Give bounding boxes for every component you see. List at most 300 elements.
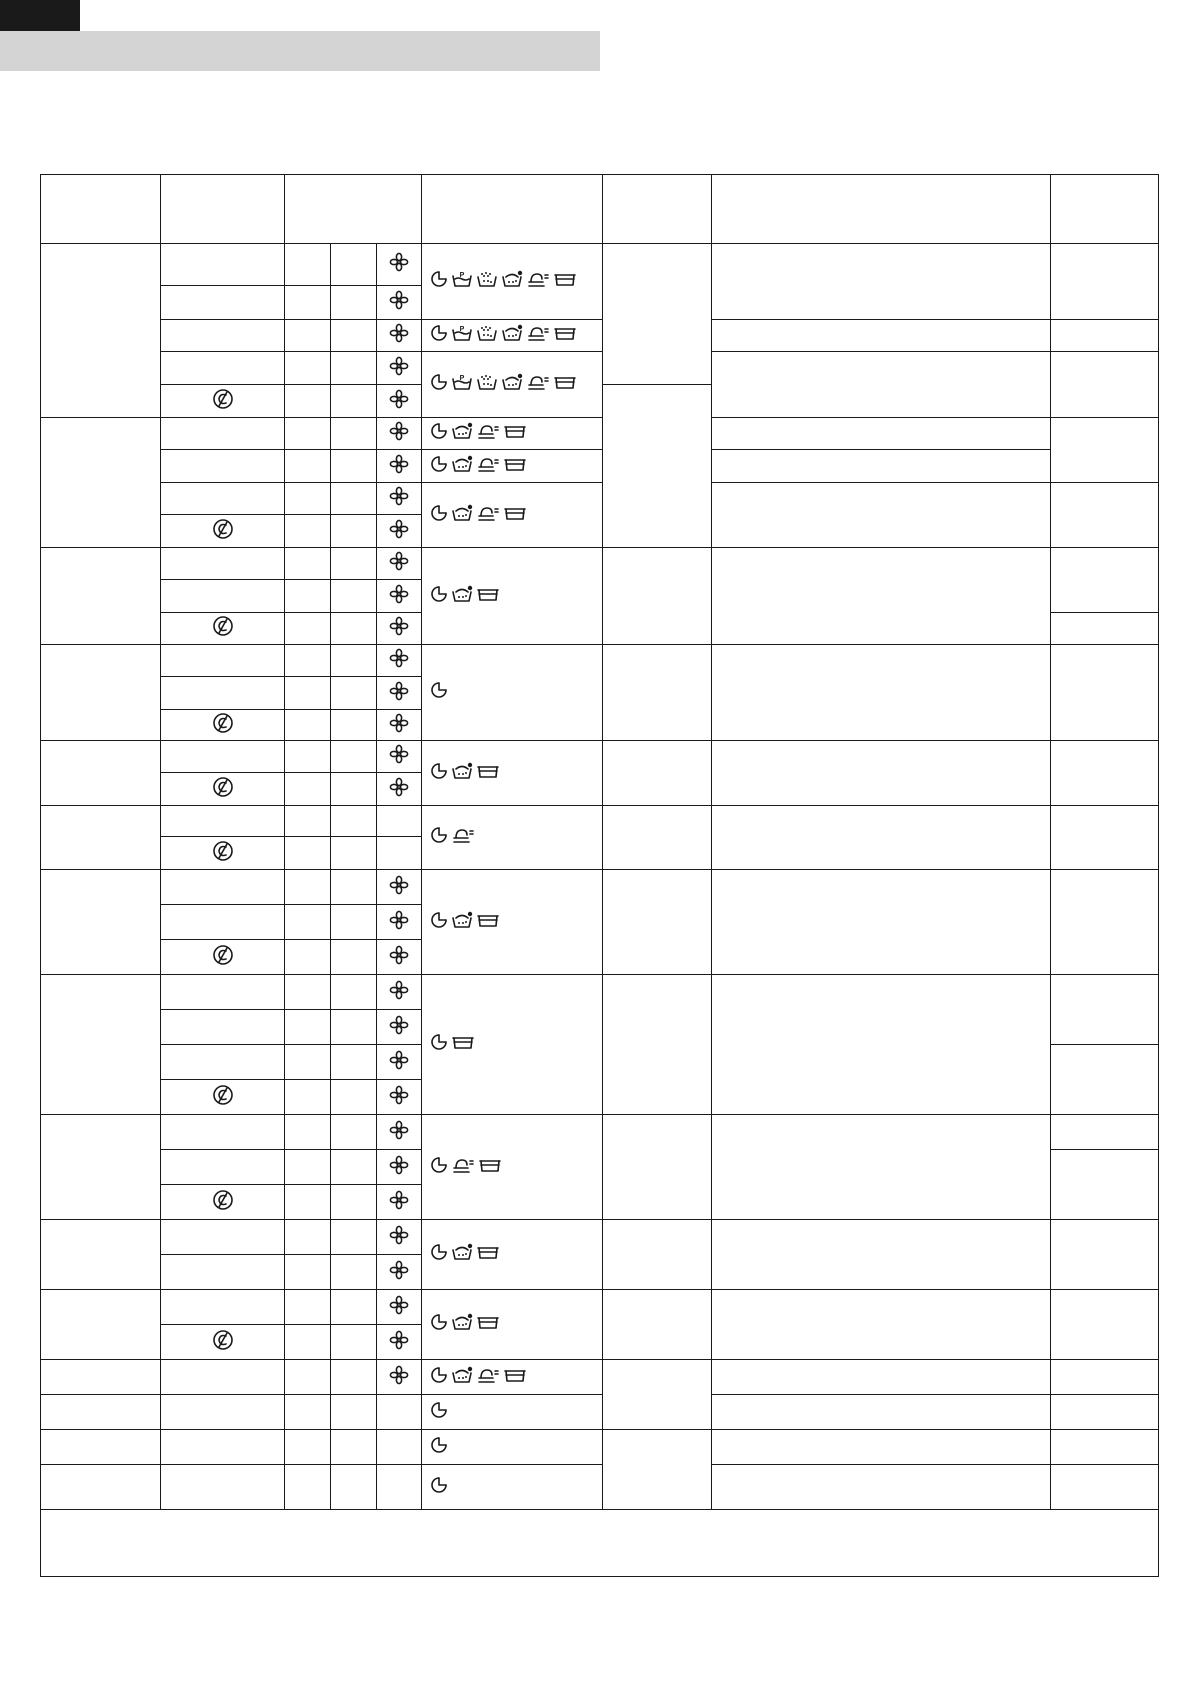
- fan-cell: [377, 1465, 422, 1510]
- page-number-tab: [0, 0, 80, 31]
- fan-icon: [389, 648, 409, 673]
- footer-note-cell: [41, 1510, 1159, 1577]
- temp-cell: [285, 806, 331, 837]
- table-row: [41, 244, 1159, 286]
- reduced-load-icon: [212, 1189, 234, 1216]
- detergent-cell: [603, 548, 712, 645]
- table-row: [41, 975, 1159, 1010]
- fan-cell: [377, 1325, 422, 1360]
- time-cell: [1051, 1360, 1159, 1395]
- phase-cell: [422, 1465, 603, 1510]
- svg-text:P: P: [459, 375, 465, 382]
- load-cell: [161, 1220, 285, 1255]
- temp-cell: [285, 1255, 331, 1290]
- fan-cell: [377, 837, 422, 870]
- reduced-load-icon: [212, 615, 234, 642]
- stain-icon: [476, 373, 501, 396]
- fan-icon: [389, 681, 409, 706]
- table-footer-row: [41, 1510, 1159, 1577]
- stain-icon: [476, 324, 501, 347]
- load-cell: [161, 1360, 285, 1395]
- spin-speed-cell: [331, 1010, 377, 1045]
- load-cell: [161, 806, 285, 837]
- timer-icon: [430, 270, 451, 293]
- spin-speed-cell: [331, 1430, 377, 1465]
- fan-icon: [389, 252, 409, 277]
- detergent-cell: [603, 1220, 712, 1290]
- temp-cell: [285, 710, 331, 741]
- temp-cell: [285, 1010, 331, 1045]
- rinse-icon: [451, 826, 478, 849]
- notes-cell: [712, 870, 1051, 975]
- time-cell: [1051, 741, 1159, 806]
- load-cell: [161, 1325, 285, 1360]
- fan-icon: [389, 980, 409, 1005]
- phase-cell: [422, 320, 603, 352]
- timer-icon: [430, 1366, 451, 1389]
- timer-icon: [430, 1313, 451, 1336]
- fan-icon: [389, 910, 409, 935]
- fan-icon: [389, 356, 409, 381]
- table-row: [41, 1220, 1159, 1255]
- reduced-load-icon: [212, 1084, 234, 1111]
- fan-cell: [377, 1045, 422, 1080]
- load-cell: [161, 1045, 285, 1080]
- timer-icon: [430, 585, 451, 608]
- notes-cell: [712, 548, 1051, 645]
- fan-icon: [389, 1085, 409, 1110]
- notes-cell: [712, 1430, 1051, 1465]
- time-cell: [1051, 418, 1159, 483]
- spin-speed-cell: [331, 710, 377, 741]
- load-cell: [161, 1430, 285, 1465]
- temp-cell: [285, 1360, 331, 1395]
- fan-cell: [377, 385, 422, 418]
- phase-cell: [422, 1360, 603, 1395]
- fan-cell: [377, 975, 422, 1010]
- load-cell: [161, 320, 285, 352]
- fan-icon: [389, 454, 409, 479]
- spin-speed-cell: [331, 1255, 377, 1290]
- spin-speed-cell: [331, 548, 377, 580]
- temp-cell: [285, 1115, 331, 1150]
- timer-icon: [430, 455, 451, 478]
- time-cell: [1051, 806, 1159, 870]
- program-cell: [41, 1430, 161, 1465]
- timer-icon: [430, 762, 451, 785]
- fan-icon: [389, 519, 409, 544]
- program-cell: [41, 741, 161, 806]
- fan-cell: [377, 1255, 422, 1290]
- header-cell: [285, 175, 422, 244]
- fan-icon: [389, 1190, 409, 1215]
- spin-drum-icon: [476, 1313, 503, 1336]
- reduced-load-icon: [212, 518, 234, 545]
- fan-cell: [377, 352, 422, 385]
- rinse-icon: [526, 324, 553, 347]
- spin-speed-cell: [331, 1080, 377, 1115]
- load-cell: [161, 741, 285, 773]
- fan-icon: [389, 1295, 409, 1320]
- load-cell: [161, 677, 285, 710]
- time-cell: [1051, 1150, 1159, 1220]
- table-row: [41, 483, 1159, 515]
- fan-icon: [389, 744, 409, 769]
- temp-cell: [285, 286, 331, 320]
- spin-speed-cell: [331, 1115, 377, 1150]
- spin-speed-cell: [331, 450, 377, 483]
- temp-cell: [285, 645, 331, 677]
- fan-cell: [377, 905, 422, 940]
- spin-speed-cell: [331, 1185, 377, 1220]
- spin-speed-cell: [331, 483, 377, 515]
- load-cell: [161, 1010, 285, 1045]
- notes-cell: [712, 418, 1051, 450]
- temp-cell: [285, 483, 331, 515]
- notes-cell: [712, 1290, 1051, 1360]
- load-cell: [161, 940, 285, 975]
- program-cell: [41, 1115, 161, 1220]
- notes-cell: [712, 1115, 1051, 1220]
- spin-speed-cell: [331, 837, 377, 870]
- temp-cell: [285, 450, 331, 483]
- program-cell: [41, 418, 161, 548]
- temp-cell: [285, 244, 331, 286]
- spin-drum-icon: [503, 1366, 530, 1389]
- temp-cell: [285, 613, 331, 645]
- fan-cell: [377, 1185, 422, 1220]
- fan-cell: [377, 940, 422, 975]
- program-cell: [41, 1290, 161, 1360]
- time-cell: [1051, 244, 1159, 320]
- temp-cell: [285, 1465, 331, 1510]
- spin-speed-cell: [331, 677, 377, 710]
- temp-cell: [285, 1080, 331, 1115]
- header-cell: [712, 175, 1051, 244]
- fan-icon: [389, 323, 409, 348]
- table-row: [41, 1465, 1159, 1510]
- notes-cell: [712, 320, 1051, 352]
- load-cell: [161, 1290, 285, 1325]
- main-wash-icon: [501, 324, 526, 347]
- header-cell: [1051, 175, 1159, 244]
- fan-icon: [389, 584, 409, 609]
- reduced-load-icon: [212, 388, 234, 415]
- table-row: [41, 1395, 1159, 1430]
- load-cell: [161, 1185, 285, 1220]
- temp-cell: [285, 975, 331, 1010]
- fan-icon: [389, 1225, 409, 1250]
- spin-speed-cell: [331, 1290, 377, 1325]
- phase-cell: [422, 548, 603, 645]
- prewash-icon: [451, 373, 476, 396]
- timer-icon: [430, 1033, 451, 1056]
- temp-cell: [285, 1395, 331, 1430]
- time-cell: [1051, 1465, 1159, 1510]
- fan-icon: [389, 616, 409, 641]
- program-cell: [41, 1360, 161, 1395]
- section-header-bar: [0, 31, 600, 71]
- notes-cell: [712, 1360, 1051, 1395]
- detergent-cell: [603, 244, 712, 385]
- temp-cell: [285, 677, 331, 710]
- temp-cell: [285, 870, 331, 905]
- spin-drum-icon: [553, 270, 580, 293]
- fan-cell: [377, 773, 422, 806]
- main-wash-icon: [451, 911, 476, 934]
- main-wash-icon: [451, 1366, 476, 1389]
- main-wash-icon: [451, 1313, 476, 1336]
- fan-icon: [389, 486, 409, 511]
- phase-cell: [422, 352, 603, 418]
- load-cell: [161, 385, 285, 418]
- time-cell: [1051, 1430, 1159, 1465]
- spin-speed-cell: [331, 1395, 377, 1430]
- fan-cell: [377, 1080, 422, 1115]
- table-row: [41, 1115, 1159, 1150]
- temp-cell: [285, 1220, 331, 1255]
- main-wash-icon: [501, 373, 526, 396]
- load-cell: [161, 1115, 285, 1150]
- rinse-icon: [476, 504, 503, 527]
- phase-cell: [422, 1395, 603, 1430]
- fan-icon: [389, 777, 409, 802]
- table-row: [41, 320, 1159, 352]
- temp-cell: [285, 741, 331, 773]
- fan-icon: [389, 1365, 409, 1390]
- program-cell: [41, 870, 161, 975]
- load-cell: [161, 548, 285, 580]
- main-wash-icon: [451, 455, 476, 478]
- notes-cell: [712, 806, 1051, 870]
- time-cell: [1051, 483, 1159, 548]
- load-cell: [161, 483, 285, 515]
- table-header-row: [41, 175, 1159, 244]
- timer-icon: [430, 826, 451, 849]
- fan-cell: [377, 741, 422, 773]
- temp-cell: [285, 1150, 331, 1185]
- load-cell: [161, 286, 285, 320]
- temp-cell: [285, 352, 331, 385]
- phase-cell: [422, 418, 603, 450]
- program-cell: [41, 975, 161, 1115]
- notes-cell: [712, 645, 1051, 741]
- notes-cell: [712, 483, 1051, 548]
- timer-icon: [430, 911, 451, 934]
- temp-cell: [285, 837, 331, 870]
- time-cell: [1051, 548, 1159, 613]
- fan-cell: [377, 1430, 422, 1465]
- temp-cell: [285, 515, 331, 548]
- fan-icon: [389, 1260, 409, 1285]
- load-cell: [161, 613, 285, 645]
- main-wash-icon: [451, 585, 476, 608]
- table-row: [41, 806, 1159, 837]
- spin-speed-cell: [331, 385, 377, 418]
- timer-icon: [430, 1476, 451, 1499]
- load-cell: [161, 352, 285, 385]
- temp-cell: [285, 773, 331, 806]
- spin-speed-cell: [331, 1150, 377, 1185]
- load-cell: [161, 1395, 285, 1430]
- time-cell: [1051, 352, 1159, 418]
- program-cell: [41, 1220, 161, 1290]
- prewash-icon: [451, 324, 476, 347]
- spin-drum-icon: [476, 911, 503, 934]
- phase-cell: [422, 1430, 603, 1465]
- program-cell: [41, 806, 161, 870]
- temp-cell: [285, 1045, 331, 1080]
- fan-cell: [377, 806, 422, 837]
- header-cell: [41, 175, 161, 244]
- timer-icon: [430, 1436, 451, 1459]
- temp-cell: [285, 320, 331, 352]
- notes-cell: [712, 1395, 1051, 1430]
- fan-cell: [377, 244, 422, 286]
- fan-icon: [389, 290, 409, 315]
- load-cell: [161, 905, 285, 940]
- spin-speed-cell: [331, 286, 377, 320]
- fan-icon: [389, 713, 409, 738]
- stain-icon: [476, 270, 501, 293]
- temp-cell: [285, 385, 331, 418]
- notes-cell: [712, 352, 1051, 418]
- spin-speed-cell: [331, 975, 377, 1010]
- spin-speed-cell: [331, 1045, 377, 1080]
- fan-cell: [377, 320, 422, 352]
- fan-cell: [377, 870, 422, 905]
- time-cell: [1051, 1045, 1159, 1115]
- temp-cell: [285, 548, 331, 580]
- fan-icon: [389, 1155, 409, 1180]
- load-cell: [161, 837, 285, 870]
- time-cell: [1051, 1395, 1159, 1430]
- load-cell: [161, 580, 285, 613]
- temp-cell: [285, 1185, 331, 1220]
- fan-cell: [377, 613, 422, 645]
- main-wash-icon: [451, 422, 476, 445]
- temp-cell: [285, 1430, 331, 1465]
- fan-cell: [377, 1150, 422, 1185]
- fan-cell: [377, 1360, 422, 1395]
- table-row: [41, 418, 1159, 450]
- fan-icon: [389, 1120, 409, 1145]
- svg-text:P: P: [459, 272, 465, 279]
- spin-speed-cell: [331, 1220, 377, 1255]
- spin-speed-cell: [331, 773, 377, 806]
- fan-cell: [377, 418, 422, 450]
- notes-cell: [712, 975, 1051, 1115]
- notes-cell: [712, 450, 1051, 483]
- table-row: [41, 645, 1159, 677]
- time-cell: [1051, 613, 1159, 645]
- phase-cell: [422, 244, 603, 320]
- rinse-icon: [526, 373, 553, 396]
- timer-icon: [430, 373, 451, 396]
- spin-drum-icon: [476, 585, 503, 608]
- spin-speed-cell: [331, 580, 377, 613]
- time-cell: [1051, 870, 1159, 975]
- temp-cell: [285, 580, 331, 613]
- svg-text:P: P: [459, 326, 465, 333]
- spin-speed-cell: [331, 244, 377, 286]
- load-cell: [161, 710, 285, 741]
- detergent-cell: [603, 975, 712, 1115]
- time-cell: [1051, 975, 1159, 1045]
- notes-cell: [712, 244, 1051, 320]
- fan-cell: [377, 580, 422, 613]
- load-cell: [161, 1255, 285, 1290]
- fan-cell: [377, 548, 422, 580]
- spin-speed-cell: [331, 806, 377, 837]
- spin-speed-cell: [331, 515, 377, 548]
- spin-speed-cell: [331, 613, 377, 645]
- reduced-load-icon: [212, 776, 234, 803]
- fan-icon: [389, 389, 409, 414]
- fan-cell: [377, 450, 422, 483]
- table-row: [41, 1360, 1159, 1395]
- load-cell: [161, 645, 285, 677]
- rinse-icon: [476, 422, 503, 445]
- temp-cell: [285, 940, 331, 975]
- notes-cell: [712, 1465, 1051, 1510]
- table-row: [41, 1290, 1159, 1325]
- main-wash-icon: [451, 504, 476, 527]
- reduced-load-icon: [212, 944, 234, 971]
- spin-speed-cell: [331, 645, 377, 677]
- detergent-cell: [603, 385, 712, 548]
- fan-icon: [389, 1050, 409, 1075]
- time-cell: [1051, 1220, 1159, 1290]
- spin-speed-cell: [331, 352, 377, 385]
- timer-icon: [430, 681, 451, 704]
- spin-speed-cell: [331, 940, 377, 975]
- fan-cell: [377, 1395, 422, 1430]
- fan-icon: [389, 1330, 409, 1355]
- load-cell: [161, 1080, 285, 1115]
- time-cell: [1051, 645, 1159, 741]
- fan-cell: [377, 1220, 422, 1255]
- header-cell: [422, 175, 603, 244]
- spin-speed-cell: [331, 905, 377, 940]
- reduced-load-icon: [212, 712, 234, 739]
- prewash-icon: [451, 270, 476, 293]
- spin-speed-cell: [331, 1465, 377, 1510]
- phase-cell: [422, 450, 603, 483]
- main-wash-icon: [451, 1243, 476, 1266]
- reduced-load-icon: [212, 1329, 234, 1356]
- load-cell: [161, 975, 285, 1010]
- fan-cell: [377, 1290, 422, 1325]
- phase-cell: [422, 1115, 603, 1220]
- detergent-cell: [603, 1115, 712, 1220]
- load-cell: [161, 450, 285, 483]
- detergent-cell: [603, 806, 712, 870]
- spin-speed-cell: [331, 1325, 377, 1360]
- spin-speed-cell: [331, 418, 377, 450]
- fan-cell: [377, 515, 422, 548]
- spin-drum-icon: [478, 1156, 505, 1179]
- fan-icon: [389, 1015, 409, 1040]
- rinse-icon: [476, 1366, 503, 1389]
- detergent-cell: [603, 741, 712, 806]
- program-cell: [41, 548, 161, 645]
- spin-drum-icon: [503, 504, 530, 527]
- fan-cell: [377, 286, 422, 320]
- table-row: [41, 352, 1159, 385]
- program-cell: [41, 645, 161, 741]
- time-cell: [1051, 320, 1159, 352]
